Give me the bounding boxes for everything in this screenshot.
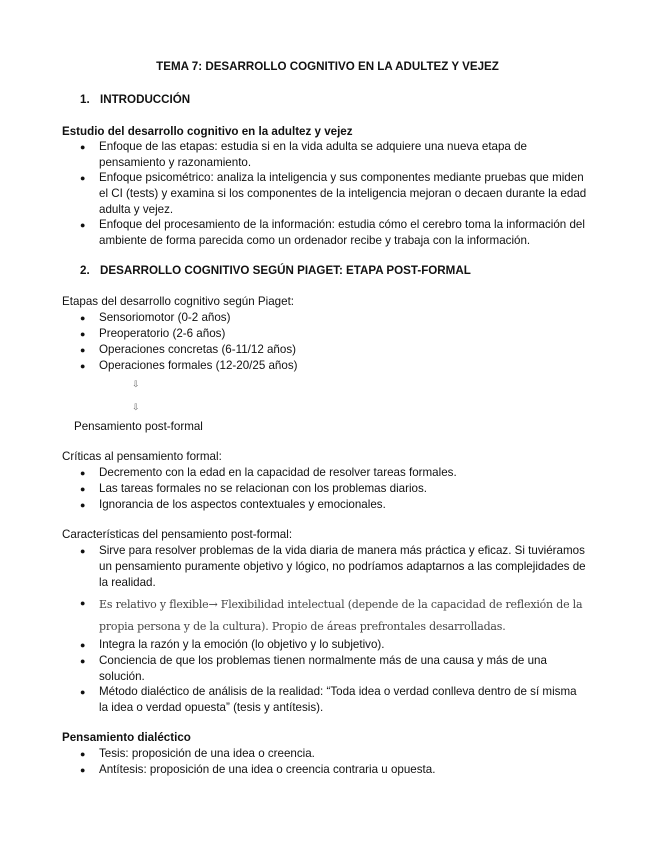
- list-item: Operaciones formales (12-20/25 años): [99, 359, 298, 372]
- list-item: Preoperatorio (2-6 años): [99, 327, 226, 340]
- list-item-line: solución.: [99, 670, 145, 683]
- list-item: [99, 653, 597, 685]
- bullet-icon: ●: [80, 656, 86, 666]
- criticas-intro: Críticas al pensamiento formal:: [62, 450, 222, 463]
- bullet-icon: ●: [80, 345, 86, 355]
- list-item: [99, 139, 597, 171]
- down-arrow-icon: ⇩: [132, 402, 140, 412]
- bullet-icon: ●: [80, 361, 86, 371]
- list-item-line: el CI (tests) y examina si los componentes de la inteligencia mejoran o decaen durante la edad: [99, 187, 587, 200]
- list-item: Antítesis: proposición de una idea o creencia contraria u opuesta.: [99, 763, 436, 776]
- list-item: Ignorancia de los aspectos contextuales y emocionales.: [99, 498, 386, 511]
- list-item: [99, 594, 597, 638]
- bullet-icon: ●: [80, 220, 86, 230]
- list-item-line: un pensamiento puramente objetivo y lógico, no podríamos adaptarnos a las complejidades de: [99, 560, 586, 573]
- list-item-line: pensamiento y razonamiento.: [99, 156, 252, 169]
- bullet-icon: ●: [80, 500, 86, 510]
- list-item: Tesis: proposición de una idea o creencia.: [99, 747, 315, 760]
- list-item: [99, 170, 597, 218]
- section-1-subheading: Estudio del desarrollo cognitivo en la adultez y vejez: [62, 125, 353, 138]
- list-item: Decremento con la edad en la capacidad de resolver tareas formales.: [99, 466, 457, 479]
- bullet-icon: ●: [80, 765, 86, 775]
- dialectico-heading: Pensamiento dialéctico: [62, 731, 191, 744]
- stages-intro: Etapas del desarrollo cognitivo según Piaget:: [62, 295, 295, 308]
- bullet-icon: ●: [80, 484, 86, 494]
- bullet-icon: ●: [80, 329, 86, 339]
- section-1-title: INTRODUCCIÓN: [100, 93, 191, 106]
- list-item-line: Sirve para resolver problemas de la vida diaria de manera más práctica y eficaz. Si tuviéramos: [99, 544, 585, 557]
- list-item-line: ambiente de forma parecida como un ordenador recibe y trabaja con la información.: [99, 234, 531, 247]
- down-arrow-icon: ⇩: [132, 379, 140, 389]
- list-item-line: Enfoque psicométrico: analiza la inteligencia y sus componentes mediante pruebas que miden: [99, 171, 584, 184]
- list-item: Operaciones concretas (6-11/12 años): [99, 343, 296, 356]
- list-item-line: Método dialéctico de análisis de la realidad: “Toda idea o verdad conlleva dentro de sí misma: [99, 685, 577, 698]
- list-item-line: Integra la razón y la emoción (lo objetivo y lo subjetivo).: [99, 638, 385, 651]
- bullet-icon: ●: [80, 749, 86, 759]
- bullet-icon: ●: [80, 598, 86, 608]
- bullet-icon: ●: [80, 546, 86, 556]
- section-2-heading: [80, 263, 471, 279]
- list-item-line: Enfoque de las etapas: estudia si en la vida adulta se adquiere una nueva etapa de: [99, 140, 528, 153]
- bullet-icon: ●: [80, 142, 86, 152]
- section-1-heading: [80, 92, 190, 108]
- section-2-title: DESARROLLO COGNITIVO SEGÚN PIAGET: ETAPA POST-FORMAL: [100, 264, 471, 277]
- list-item: [99, 543, 597, 591]
- section-1-number: 1.: [80, 93, 90, 106]
- section-2-number: 2.: [80, 264, 90, 277]
- bullet-icon: ●: [80, 640, 86, 650]
- bullet-icon: ●: [80, 313, 86, 323]
- list-item: [99, 217, 597, 249]
- list-item: Sensoriomotor (0-2 años): [99, 311, 231, 324]
- list-item-line: Conciencia de que los problemas tienen normalmente más de una causa y más de una: [99, 654, 547, 667]
- page-title: TEMA 7: DESARROLLO COGNITIVO EN LA ADULTEZ Y VEJEZ: [156, 60, 499, 73]
- list-item: [99, 637, 597, 653]
- bullet-icon: ●: [80, 173, 86, 183]
- list-item-line: adulta y vejez.: [99, 203, 174, 216]
- list-item-line: la realidad.: [99, 576, 156, 589]
- list-item-line: la idea o verdad opuesta” (tesis y antítesis).: [99, 701, 324, 714]
- list-item-line: Enfoque del procesamiento de la información: estudia cómo el cerebro toma la información del: [99, 218, 585, 231]
- bullet-icon: ●: [80, 687, 86, 697]
- list-item: Las tareas formales no se relacionan con los problemas diarios.: [99, 482, 428, 495]
- list-item-line: propia persona y de la cultura). Propio de áreas prefrontales desarrolladas.: [99, 620, 506, 633]
- bullet-icon: ●: [80, 468, 86, 478]
- list-item: [99, 684, 597, 716]
- list-item-line: Es relativo y flexible→ Flexibilidad intelectual (depende de la capacidad de reflexión de la: [99, 598, 583, 611]
- caracteristicas-intro: Características del pensamiento post-formal:: [62, 528, 293, 541]
- postformal-label: Pensamiento post-formal: [74, 420, 203, 433]
